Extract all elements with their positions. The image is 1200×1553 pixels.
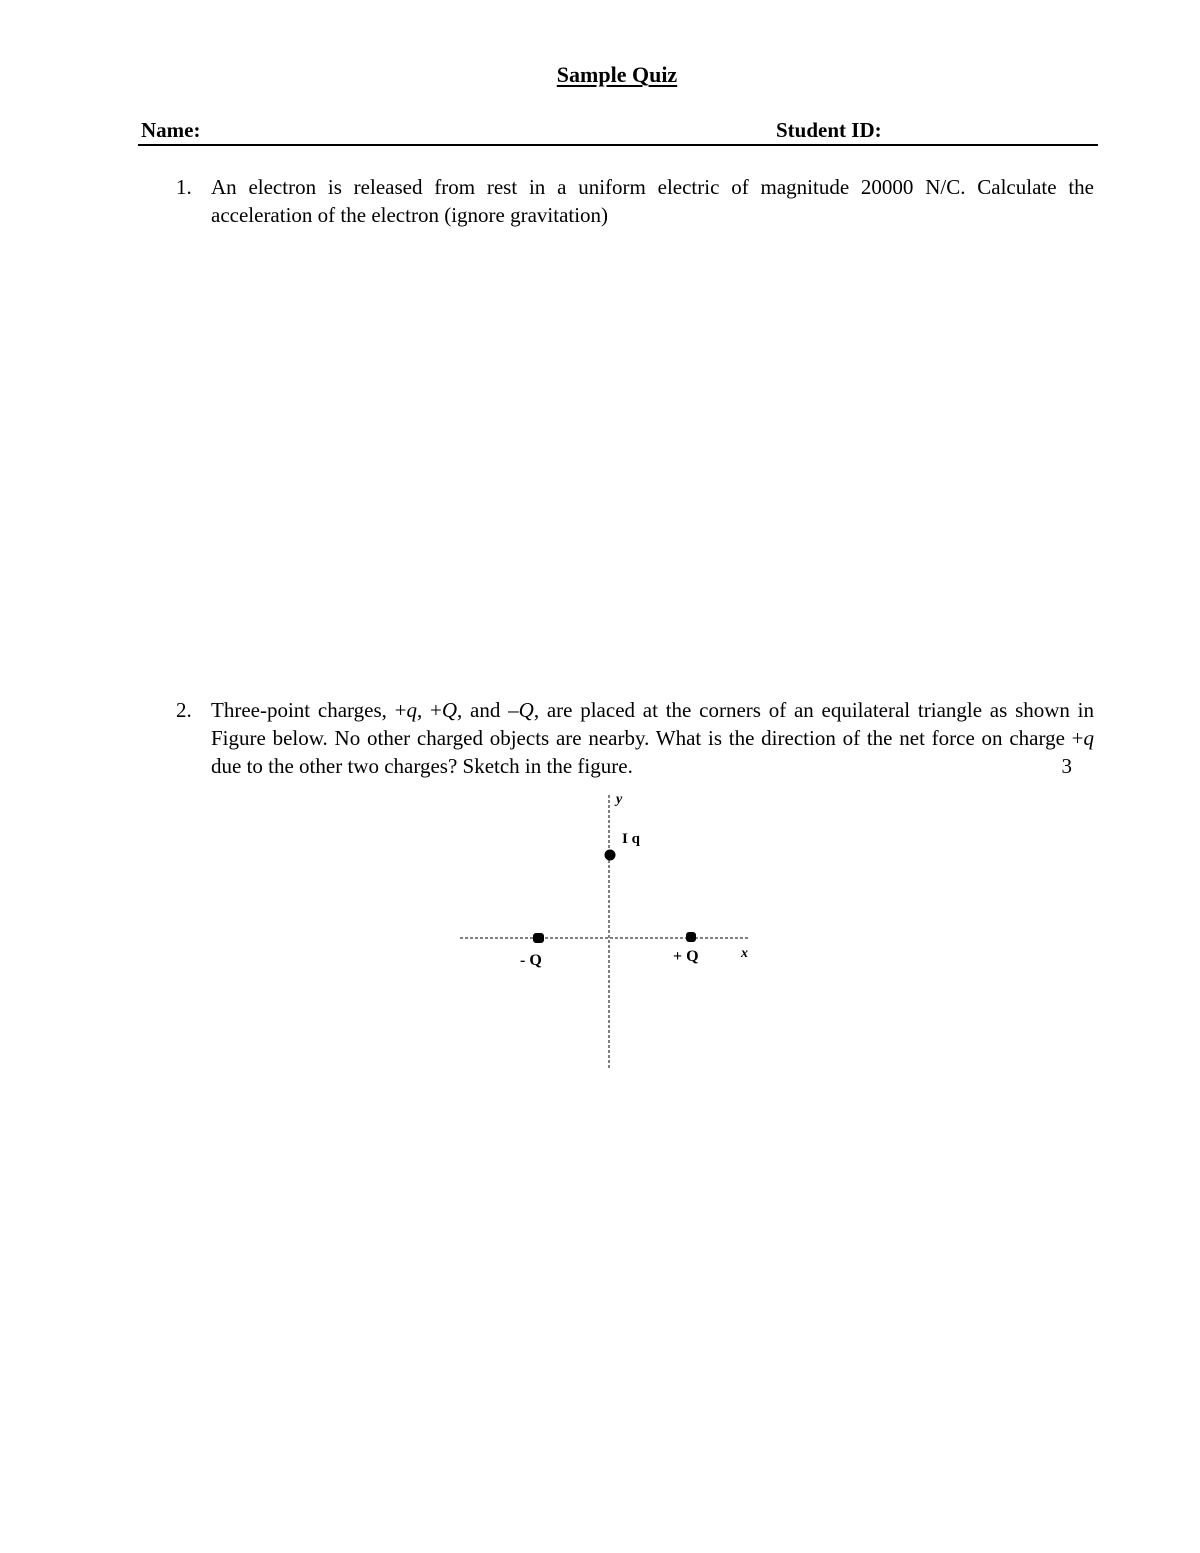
question-number: 2. [176,698,192,722]
question-number: 1. [176,175,192,199]
charge-minus-Q-label: - Q [520,952,542,969]
question-text: An electron is released from rest in a uniform electric of magnitude 20000 N/C. Calculate the acceleration of the electron (ignore gravitation) [211,175,1094,227]
question-2 [176,696,1094,780]
charge-diagram [450,785,770,1075]
charge-diagram-svg [450,785,770,1075]
student-id-label: Student ID: [776,118,882,142]
charge-plus-q-label: I q [622,831,640,847]
charge-minus-Q [533,933,544,943]
quiz-title: Sample Quiz [556,62,678,87]
y-axis-label: y [616,792,623,807]
question-text: Three-point charges, +q, +Q, and –Q, are placed at the corners of an equilateral triangle as shown in Figure below. No other charged objects are nearby. What is the direction of the net force on charge +q due to the other two charges? Sketch in the figure. 3 [211,698,1095,778]
charge-plus-Q [686,932,696,942]
charge-plus-q [605,850,616,861]
x-axis-label: x [741,946,748,961]
name-label: Name: [141,118,201,142]
question-1 [176,173,1094,229]
student-info-row [138,118,1098,146]
points-value: 3 [1061,754,1072,778]
charge-plus-Q-label: + Q [673,948,699,965]
